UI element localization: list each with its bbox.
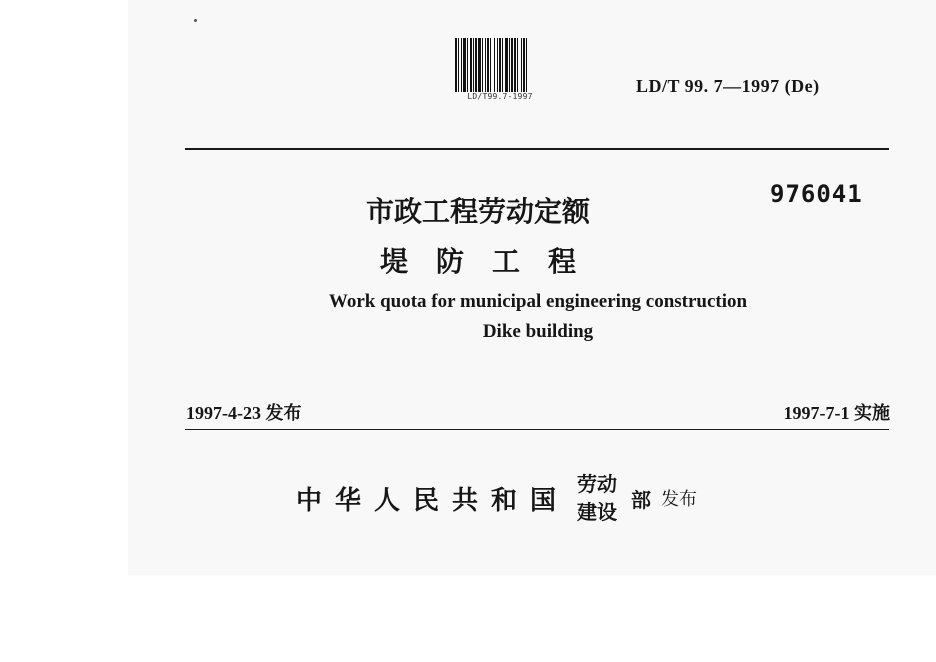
barcode-bar: [473, 38, 474, 92]
barcode-bar: [511, 38, 513, 92]
barcode-bar: [505, 38, 508, 92]
issue-date: 1997-4-23 发布: [186, 403, 302, 423]
barcode-bar: [517, 38, 518, 92]
barcode-bar: [482, 38, 483, 92]
barcode-bar: [455, 38, 457, 92]
header-rule: [185, 148, 889, 150]
barcode-bar: [475, 38, 477, 92]
scan-speck: [194, 19, 197, 22]
barcode-bar: [463, 38, 466, 92]
release-label: 发布: [661, 489, 698, 510]
barcode-bar: [499, 38, 501, 92]
barcode-bar: [487, 38, 489, 92]
ministry-suffix: 部: [631, 487, 652, 512]
ministry-construction: 建设: [577, 500, 618, 524]
subtitle-chinese: 堤防工程: [379, 245, 604, 278]
barcode: [454, 38, 546, 92]
barcode-bar: [497, 38, 498, 92]
barcode-bar: [461, 38, 462, 92]
barcode-bar: [458, 38, 459, 92]
barcode-bar: [514, 38, 516, 92]
barcode-bar: [509, 38, 510, 92]
barcode-bar: [467, 38, 468, 92]
barcode-bar: [521, 38, 522, 92]
barcode-bar: [490, 38, 491, 92]
barcode-bar: [494, 38, 495, 92]
title-chinese: 市政工程劳动定额: [365, 195, 590, 228]
title-english: Work quota for municipal engineering construction: [328, 291, 748, 312]
barcode-bar: [478, 38, 481, 92]
publisher-ministries: [577, 470, 617, 526]
barcode-bar: [470, 38, 472, 92]
ministry-labor: 劳动: [577, 472, 618, 496]
standard-code: LD/T 99. 7—1997 (De): [636, 76, 820, 96]
barcode-bar: [502, 38, 503, 92]
date-rule: [185, 429, 889, 430]
implementation-date: 1997-7-1 实施: [783, 403, 890, 423]
subtitle-english: Dike building: [482, 321, 594, 342]
publisher-line: [296, 470, 697, 526]
barcode-bar: [526, 38, 527, 92]
publisher-country: 中华人民共和国: [296, 485, 570, 516]
catalog-number: 976041: [770, 180, 863, 208]
barcode-bar: [523, 38, 525, 92]
barcode-bar: [485, 38, 486, 92]
barcode-text: LD/T99.7-1997: [467, 92, 533, 101]
